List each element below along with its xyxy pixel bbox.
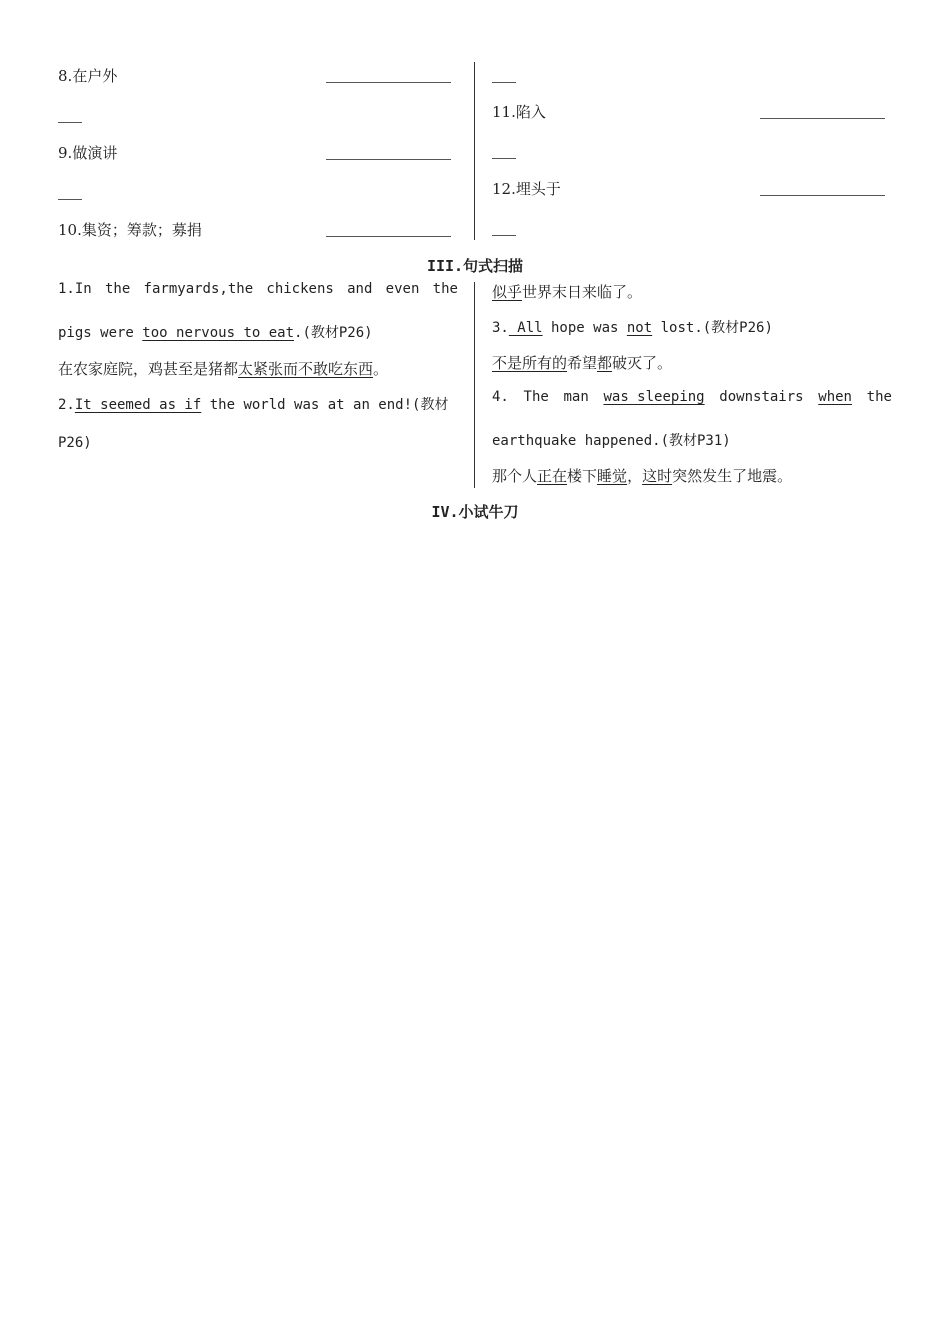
sentence-1-translation [58, 358, 388, 379]
sentence-text: hope was [542, 320, 627, 336]
key-phrase: was sleeping [603, 389, 705, 405]
vocab-item-text: 陷入 [515, 103, 546, 121]
word: chickens [266, 281, 334, 297]
translation-text: 破灭了。 [612, 354, 673, 372]
vocab-item-10 [58, 219, 202, 240]
sentence-2-english-line2: P26) [58, 435, 92, 451]
word: the [432, 281, 458, 297]
vocab-item-8 [58, 65, 117, 86]
word: the [104, 281, 131, 297]
column-divider [474, 62, 475, 240]
sentence-1-english-line2 [58, 322, 373, 342]
sentence-source: lost.(教材P26) [652, 320, 773, 336]
sentence-number: 3. [492, 320, 509, 336]
vocab-item-text: 做演讲 [72, 144, 118, 162]
translation-text: 世界末日来临了。 [522, 283, 643, 301]
word: man [563, 389, 589, 405]
sentence-text: pigs were [58, 325, 143, 341]
translation-text: ， [627, 467, 643, 485]
answer-blank-9-continued [58, 199, 82, 200]
vocab-item-number: 8. [58, 67, 73, 85]
translation-key-phrase: 都 [597, 354, 613, 372]
translation-key-phrase: 太紧张而不敢吃东西 [238, 360, 374, 378]
translation-text: 在农家庭院，鸡甚至是猪都 [58, 360, 239, 378]
translation-text: 那个人 [492, 467, 538, 485]
answer-blank-10[interactable] [326, 236, 451, 237]
translation-key-phrase: 不是所有的 [492, 354, 568, 372]
sentence-source: .(教材P26) [294, 325, 373, 341]
vocab-item-text: 在户外 [72, 67, 118, 85]
word: even [385, 281, 420, 297]
vocab-item-9 [58, 142, 117, 163]
sentence-4-translation [492, 465, 792, 486]
translation-key-phrase: 正在 [537, 467, 568, 485]
sentence-number: 4. [492, 389, 509, 405]
vocab-item-number: 9. [58, 144, 73, 162]
sentence-3-translation [492, 352, 672, 373]
translation-text: 突然发生了地震。 [672, 467, 793, 485]
sentence-1-english-line1 [58, 281, 458, 297]
answer-blank-12-continued [492, 235, 516, 236]
key-phrase: All [508, 320, 543, 336]
sentence-2-english-line1 [58, 394, 448, 414]
answer-blank-11[interactable] [760, 118, 885, 119]
key-phrase: too nervous to eat [142, 325, 295, 341]
translation-key-phrase: 睡觉 [597, 467, 628, 485]
translation-text: 。 [373, 360, 389, 378]
word: downstairs [719, 389, 804, 405]
sentence-4-english-line2: earthquake happened.(教材P31) [492, 433, 731, 449]
word: 1.In [58, 281, 92, 297]
vocab-item-text: 集资；筹款；募捐 [81, 221, 202, 239]
sentence-number: 2. [58, 397, 75, 413]
vocab-item-12 [492, 178, 561, 199]
answer-blank-12[interactable] [760, 195, 885, 196]
answer-blank-8[interactable] [326, 82, 451, 83]
vocab-item-11 [492, 101, 546, 122]
word: and [347, 281, 373, 297]
answer-blank-9[interactable] [326, 159, 451, 160]
word: the [866, 389, 892, 405]
vocab-item-number: 11. [492, 103, 516, 121]
key-phrase: not [626, 320, 653, 336]
key-phrase: It seemed as if [74, 397, 202, 413]
translation-key-phrase: 这时 [642, 467, 673, 485]
answer-blank-8-continued [58, 122, 82, 123]
vocab-item-number: 12. [492, 180, 516, 198]
answer-blank-10-continued [492, 82, 516, 83]
column-divider-sentences [474, 282, 475, 488]
sentence-3-english [492, 317, 773, 337]
sentence-4-english-line1 [492, 389, 892, 405]
sentence-2-translation [492, 281, 642, 302]
sentence-text: the world was at an end!(教材 [201, 397, 449, 413]
translation-key-phrase: 似乎 [492, 283, 523, 301]
word: The [523, 389, 549, 405]
key-phrase: when [818, 389, 852, 405]
answer-blank-11-continued [492, 158, 516, 159]
section-heading-practice: IV.小试牛刀 [431, 503, 519, 521]
section-heading-sentence-patterns: III.句式扫描 [426, 257, 524, 275]
word: farmyards,the [143, 281, 254, 297]
vocab-item-number: 10. [58, 221, 82, 239]
translation-text: 希望 [567, 354, 598, 372]
translation-text: 楼下 [567, 467, 598, 485]
vocab-item-text: 埋头于 [515, 180, 561, 198]
